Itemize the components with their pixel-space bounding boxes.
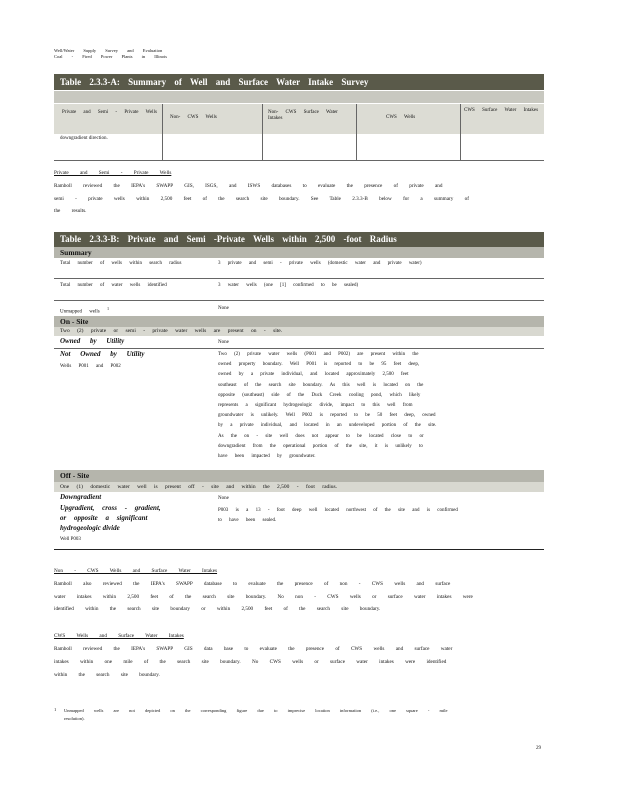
owned-label: Owned by Utility [60, 337, 125, 345]
down-label: Downgradient [60, 493, 102, 501]
offsite-label: Off - Site [54, 470, 544, 482]
r3-label-text: Unmapped wells [60, 309, 100, 315]
r1-value: 3 private and semi - private wells (domestic water and private water) [218, 261, 422, 266]
section1-line1: Ramboll reviewed the IEPA's SWAPP GIS, ISGS, and ISWS databases to evaluate the presence of private and [54, 183, 443, 189]
upgrad-text-2: to have been sealed. [218, 518, 277, 523]
upgrad-well: Well P003 [60, 537, 81, 542]
section2-line3: identified within the search site boundary or within 2,500 feet of the search site boundary. [54, 606, 381, 612]
col-cws-wells: CWS Wells [386, 115, 416, 120]
notowned-text-line: represents a significant hydrogeologic divide, impact to this well from [218, 403, 413, 408]
table-a-row-note: downgradient direction. [60, 136, 108, 141]
notowned-text-line: southeast of the search site boundary. As this well is located on the [218, 382, 424, 388]
r1-label: Total number of wells within search radius [60, 261, 182, 266]
notowned-text-line: downgradient from the operational portion of the site, it is unlikely to [218, 443, 423, 449]
r3-value: None [218, 306, 229, 311]
notowned-text-line: As the on - site well does not appear to be located close to or [218, 433, 424, 439]
section2-heading: Non - CWS Wells and Surface Water Intakes [54, 568, 218, 574]
section3-line2: intakes within one mile of the search site boundary. No CWS wells or surface water intakes were identified [54, 659, 447, 665]
table-b-title: Table 2.3.3-B: Private and Semi -Private Wells within 2,500 -foot Radius [54, 232, 544, 247]
footnote-line1: Unmapped wells are not depicted on the corresponding figure due to imprecise location information (i.e., one square - mile [64, 708, 448, 713]
section2-line2: water intakes within 2,500 feet of the search site boundary. No non - CWS wells or surface water intakes were [54, 594, 473, 600]
notowned-wells: Wells P001 and P002 [60, 364, 121, 369]
notowned-text-line: by a private individual, and located in an undeveloped portion of the site. [218, 423, 437, 429]
r3-footnote-mark: 1 [107, 306, 110, 311]
footnote-line2: resolution). [64, 716, 85, 721]
table-a-radius-row [54, 91, 544, 103]
notowned-text-line: Two (2) private water wells (P001 and P002) are present within the [218, 352, 419, 357]
section3-line3: within the search site boundary. [54, 672, 160, 678]
upgrad-label-2: or opposite a significant [60, 514, 148, 522]
onsite-label: On - Site [54, 316, 544, 327]
notowned-text-line: have been impacted by groundwater. [218, 454, 316, 459]
col-noncws-wells: Non- CWS Wells [170, 115, 217, 120]
upgrad-text-1: P003 is a 13 - foot deep well located northwest of the site and is confirmed [218, 508, 458, 513]
page-number: 29 [536, 746, 541, 751]
r2-value: 3 water wells (one [1] confirmed to be sealed) [218, 283, 359, 288]
upgrad-label-3: hydrogeologic divide [60, 524, 120, 532]
notowned-label: Not Owned by Utility [60, 350, 145, 358]
table-a-column-headers [54, 104, 544, 134]
section1-heading: Private and Semi - Private Wells [54, 170, 172, 176]
header-line-2: Coal - Fired Power Plants in Illinois [54, 54, 167, 59]
table-b-summary-label: Summary [54, 247, 544, 258]
down-value: None [218, 496, 229, 501]
table-a-title: Table 2.3.3-A: Summary of Well and Surface Water Intake Survey [54, 74, 544, 90]
section2-line1: Ramboll also reviewed the IEPA's SWAPP database to evaluate the presence of non - CWS wells and surface [54, 581, 451, 587]
owned-value: None [218, 340, 229, 345]
r2-label: Total number of water wells identified [60, 283, 167, 288]
onsite-text: Two (2) private or semi - private water wells are present on - site. [54, 327, 544, 336]
notowned-text-line: owned property boundary. Well P001 is reported to be 95 feet deep, [218, 362, 420, 368]
footnote-mark: 1 [54, 707, 57, 712]
notowned-text-line: owned by a private individual, and located approximately 2,500 feet [218, 372, 409, 378]
upgrad-label-1: Upgradient, cross - gradient, [60, 504, 161, 512]
offsite-text: One (1) domestic water well is present off - site and within the 2,500 - foot radius. [54, 482, 544, 492]
col-cws-intakes: CWS Surface Water Intakes [464, 108, 539, 113]
document-header [54, 48, 167, 60]
r3-label [60, 306, 109, 316]
section1-line2: semi - private wells within 2,500 feet of the search site boundary. See Table 2.3.3-B below for a summary of [54, 196, 469, 202]
section3-heading: CWS Wells and Surface Water Intakes [54, 633, 184, 639]
notowned-text-line: opposite (southeast) side of the Duck Creek cooling pond, which likely [218, 392, 421, 398]
section3-line1: Ramboll reviewed the IEPA's SWAPP GIS data base to evaluate the presence of CWS wells and surface water [54, 646, 453, 652]
notowned-text-line: groundwater is unlikely. Well P002 is reported to be 50 feet deep, owned [218, 413, 436, 419]
section1-line3: the results. [54, 208, 87, 214]
header-line-1: Well/Water Supply Survey and Evaluation [54, 48, 163, 53]
col-private-wells: Private and Semi - Private Wells [62, 110, 157, 115]
col-noncws-intakes: Non- CWS Surface Water Intakes [268, 110, 338, 121]
